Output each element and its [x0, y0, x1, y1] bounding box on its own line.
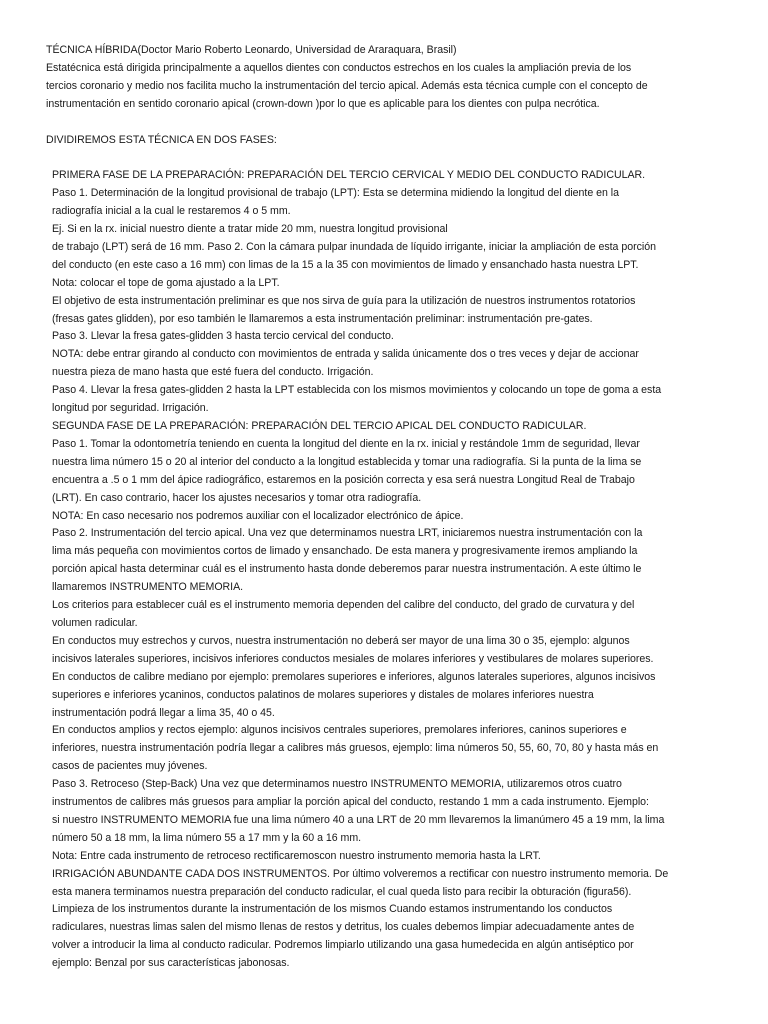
body-line: encuentra a .5 o 1 mm del ápice radiográfico, estaremos en la posición correcta y esa será nuestra Longitud Real de Trabajo — [52, 473, 635, 486]
body-line: porción apical hasta determinar cuál es el instrumento hasta donde deberemos parar nuestra instrumentación. A este último le — [52, 563, 642, 576]
body-line: casos de pacientes muy jóvenes. — [52, 760, 208, 773]
paragraph-line: tercios coronario y medio nos facilita mucho la instrumentación del tercio apical. Además esta técnica cumple con el concepto de — [46, 79, 648, 92]
body-line: Limpieza de los instrumentos durante la instrumentación de los mismos Cuando estamos instrumentando los conductos — [52, 903, 613, 916]
body-line: incisivos laterales superiores, incisivos inferiores conductos mesiales de molares inferiores y vestibulares de molares superiores. — [52, 652, 654, 665]
phase-heading: SEGUNDA FASE DE LA PREPARACIÓN: PREPARACIÓN DEL TERCIO APICAL DEL CONDUCTO RADICULAR. — [52, 420, 587, 432]
body-line: Paso 1. Determinación de la longitud provisional de trabajo (LPT): Esta se determina midiendo la longitud del diente en la — [52, 187, 620, 200]
body-line: (LRT). En caso contrario, hacer los ajustes necesarios y tomar otra radiografía. — [52, 491, 422, 504]
body-line: llamaremos INSTRUMENTO MEMORIA. — [52, 581, 244, 594]
paragraph-line: instrumentación en sentido coronario apical (crown-down )por lo que es aplicable para los dientes con pulpa necrótica. — [46, 97, 600, 110]
body-line: Ej. Si en la rx. inicial nuestro diente a tratar mide 20 mm, nuestra longitud provisional — [52, 223, 448, 236]
body-line: instrumentación podrá llegar a lima 35, 40 o 45. — [52, 706, 275, 719]
body-line: si nuestro INSTRUMENTO MEMORIA fue una lima número 40 a una LRT de 20 mm llevaremos la limanúmero 45 a 19 mm, la lima — [52, 813, 665, 826]
body-line: IRRIGACIÓN ABUNDANTE CADA DOS INSTRUMENTOS. Por último volveremos a rectificar con nuestro instrumento memoria. De — [52, 867, 669, 880]
body-line: superiores e inferiores ycaninos, conductos palatinos de molares superiores y distales de molares inferiores nuestra — [52, 688, 594, 701]
body-line: Paso 2. Instrumentación del tercio apical. Una vez que determinamos nuestra LRT, iniciaremos nuestra instrumentación con la — [52, 527, 643, 540]
body-line: Paso 3. Llevar la fresa gates-glidden 3 hasta tercio cervical del conducto. — [52, 330, 394, 343]
body-line: inferiores, nuestra instrumentación podría llegar a calibres más gruesos, ejemplo: lima números 50, 55, 60, 70, 80 y hasta más en — [52, 742, 659, 755]
document-title: TÉCNICA HÍBRIDA(Doctor Mario Roberto Leonardo, Universidad de Araraquara, Brasil) — [46, 44, 457, 56]
paragraph-line: Estatécnica está dirigida principalmente a aquellos dientes con conductos estrechos en los cuales la ampliación previa de los — [46, 61, 632, 74]
blank-line — [46, 149, 716, 167]
body-line: (fresas gates glidden), por eso también le llamaremos a esta instrumentación preliminar: instrumentación pre-gates. — [52, 312, 593, 325]
body-line: de trabajo (LPT) será de 16 mm. Paso 2. Con la cámara pulpar inundada de líquido irrigante, iniciar la ampliación de esta porción — [52, 240, 656, 253]
body-line: número 50 a 18 mm, la lima número 55 a 17 mm y la 60 a 16 mm. — [52, 831, 362, 844]
body-line: longitud por seguridad. Irrigación. — [52, 402, 209, 415]
body-line: Los criterios para establecer cuál es el instrumento memoria dependen del calibre del conducto, del grado de curvatura y del — [52, 599, 635, 612]
body-line: nuestra lima número 15 o 20 al interior del conducto a la longitud establecida y tomar una radiografía. Si la punta de la lima se — [52, 455, 642, 468]
body-line: Paso 4. Llevar la fresa gates-glidden 2 hasta la LPT establecida con los mismos movimientos y colocando un tope de goma a esta — [52, 384, 662, 397]
body-line: instrumentos de calibres más gruesos para ampliar la porción apical del conducto, restando 1 mm a cada instrumento. Ejemplo: — [52, 796, 649, 809]
body-line: volver a introducir la lima al conducto radicular. Podremos limpiarlo utilizando una gasa humedecida en algún antiséptico por — [52, 939, 634, 952]
body-line: NOTA: debe entrar girando al conducto con movimientos de entrada y salida únicamente dos o tres veces y dejar de accionar — [52, 348, 639, 361]
body-line: del conducto (en este caso a 16 mm) con limas de la 15 a la 35 con movimientos de limado y ensanchado hasta nuestra LPT. — [52, 258, 639, 271]
body-line: El objetivo de esta instrumentación preliminar es que nos sirva de guía para la utilización de nuestros instrumentos rotatorios — [52, 294, 636, 307]
body-line: En conductos de calibre mediano por ejemplo: premolares superiores e inferiores, algunos laterales superiores, algunos incisivos — [52, 670, 656, 683]
body-line: nuestra pieza de mano hasta que esté fuera del conducto. Irrigación. — [52, 366, 374, 379]
body-line: lima más pequeña con movimientos cortos de limado y ensanchado. De esta manera y progresivamente iremos ampliando la — [52, 545, 638, 558]
document-body — [46, 167, 716, 973]
body-line: radiculares, nuestras limas salen del mismo llenas de restos y detritus, los cuales debemos limpiar adecuadamente antes de — [52, 921, 635, 934]
body-line: En conductos muy estrechos y curvos, nuestra instrumentación no deberá ser mayor de una lima 30 o 35, ejemplo: algunos — [52, 634, 630, 647]
phase-heading: PRIMERA FASE DE LA PREPARACIÓN: PREPARACIÓN DEL TERCIO CERVICAL Y MEDIO DEL CONDUCTO RADICULAR. — [52, 169, 646, 182]
body-line: ejemplo: Benzal por sus características jabonosas. — [52, 957, 290, 970]
body-line: volumen radicular. — [52, 616, 138, 629]
blank-line — [46, 114, 716, 132]
body-line: En conductos amplios y rectos ejemplo: algunos incisivos centrales superiores, premolares inferiores, caninos superiores e — [52, 724, 627, 737]
body-line: Paso 3. Retroceso (Step-Back) Una vez que determinamos nuestro INSTRUMENTO MEMORIA, utilizaremos otros cuatro — [52, 778, 622, 791]
body-line: NOTA: En caso necesario nos podremos auxiliar con el localizador electrónico de ápice. — [52, 509, 464, 522]
body-line: esta manera terminamos nuestra preparación del conducto radicular, el cual queda listo para recibir la obturación (figura56). — [52, 885, 632, 898]
body-line: Paso 1. Tomar la odontometría teniendo en cuenta la longitud del diente en la rx. inicial y restándole 1mm de seguridad, llevar — [52, 437, 640, 450]
body-line: Nota: colocar el tope de goma ajustado a la LPT. — [52, 276, 280, 289]
section-heading: DIVIDIREMOS ESTA TÉCNICA EN DOS FASES: — [46, 133, 277, 146]
document-header-block — [46, 42, 716, 114]
body-line: radiografía inicial a la cual le restaremos 4 o 5 mm. — [52, 205, 291, 218]
body-line: Nota: Entre cada instrumento de retroceso rectificaremoscon nuestro instrumento memoria hasta la LRT. — [52, 849, 541, 862]
